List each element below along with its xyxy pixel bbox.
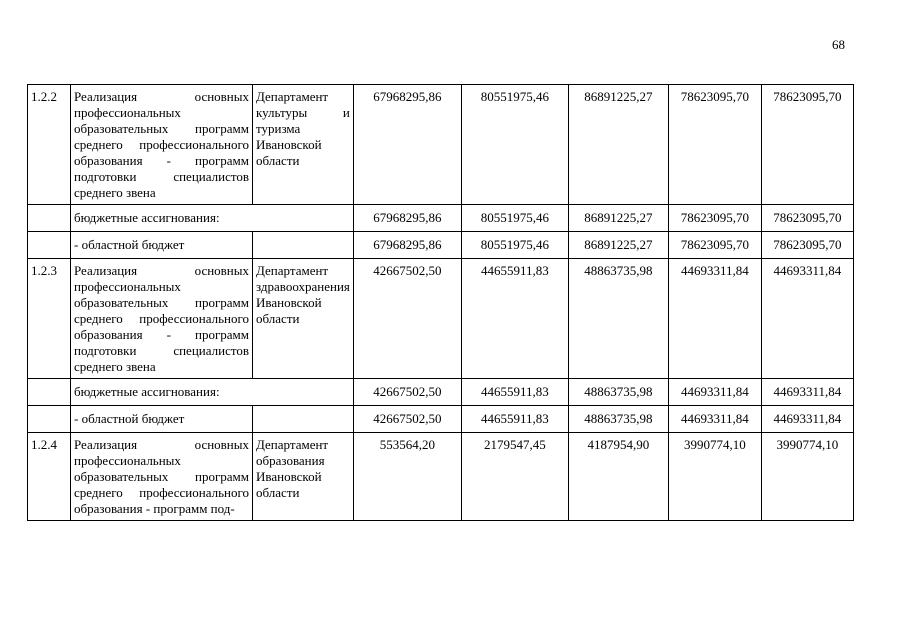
row-value: 78623095,70 [668,232,761,259]
row-value: 44655911,83 [461,259,568,379]
row-value: 67968295,86 [353,205,461,232]
row-value: 78623095,70 [761,85,853,205]
row-value: 553564,20 [353,433,461,521]
row-value: 44655911,83 [461,379,568,406]
row-value: 48863735,98 [568,379,668,406]
row-name: Реализация основных профессиональных образовательных программ среднего профессионального образования - программ подготовки специалистов среднего звена [71,259,253,379]
row-name: - областной бюджет [71,406,253,433]
row-value: 44693311,84 [761,379,853,406]
table-row [28,85,854,205]
row-value: 42667502,50 [353,259,461,379]
row-value: 42667502,50 [353,406,461,433]
budget-table [27,84,854,521]
row-value: 67968295,86 [353,232,461,259]
row-executor: Департамент культуры и туризма Ивановской области [253,85,354,205]
row-number: 1.2.2 [28,85,71,205]
row-executor: Департамент образования Ивановской области [253,433,354,521]
row-executor: Департамент здравоохранения Ивановской области [253,259,354,379]
row-number [28,232,71,259]
row-value: 78623095,70 [761,205,853,232]
row-value: 44693311,84 [761,406,853,433]
row-value: 78623095,70 [761,232,853,259]
row-name: Реализация основных профессиональных образовательных программ среднего профессионального образования - программ под- [71,433,253,521]
table-row [28,205,854,232]
table-row [28,379,854,406]
row-value: 86891225,27 [568,205,668,232]
table-row [28,433,854,521]
row-name: бюджетные ассигнования: [71,205,354,232]
row-value: 80551975,46 [461,85,568,205]
row-value: 86891225,27 [568,85,668,205]
row-number [28,406,71,433]
row-number [28,205,71,232]
table-row [28,259,854,379]
row-value: 3990774,10 [668,433,761,521]
row-value: 3990774,10 [761,433,853,521]
row-value: 78623095,70 [668,85,761,205]
row-name: Реализация основных профессиональных образовательных программ среднего профессионального образования - программ подготовки специалистов среднего звена [71,85,253,205]
row-value: 48863735,98 [568,406,668,433]
row-number: 1.2.4 [28,433,71,521]
row-number [28,379,71,406]
row-value: 44693311,84 [668,379,761,406]
row-value: 44693311,84 [668,406,761,433]
row-value: 44693311,84 [668,259,761,379]
row-number: 1.2.3 [28,259,71,379]
row-value: 67968295,86 [353,85,461,205]
row-value: 44693311,84 [761,259,853,379]
row-name: бюджетные ассигнования: [71,379,354,406]
table-row [28,406,854,433]
row-value: 2179547,45 [461,433,568,521]
row-name: - областной бюджет [71,232,253,259]
row-value: 78623095,70 [668,205,761,232]
row-value: 4187954,90 [568,433,668,521]
page-number: 68 [832,37,845,52]
row-value: 44655911,83 [461,406,568,433]
row-value: 48863735,98 [568,259,668,379]
row-value: 42667502,50 [353,379,461,406]
row-executor [253,406,354,433]
row-value: 80551975,46 [461,205,568,232]
row-executor [253,232,354,259]
row-value: 86891225,27 [568,232,668,259]
table-row [28,232,854,259]
row-value: 80551975,46 [461,232,568,259]
